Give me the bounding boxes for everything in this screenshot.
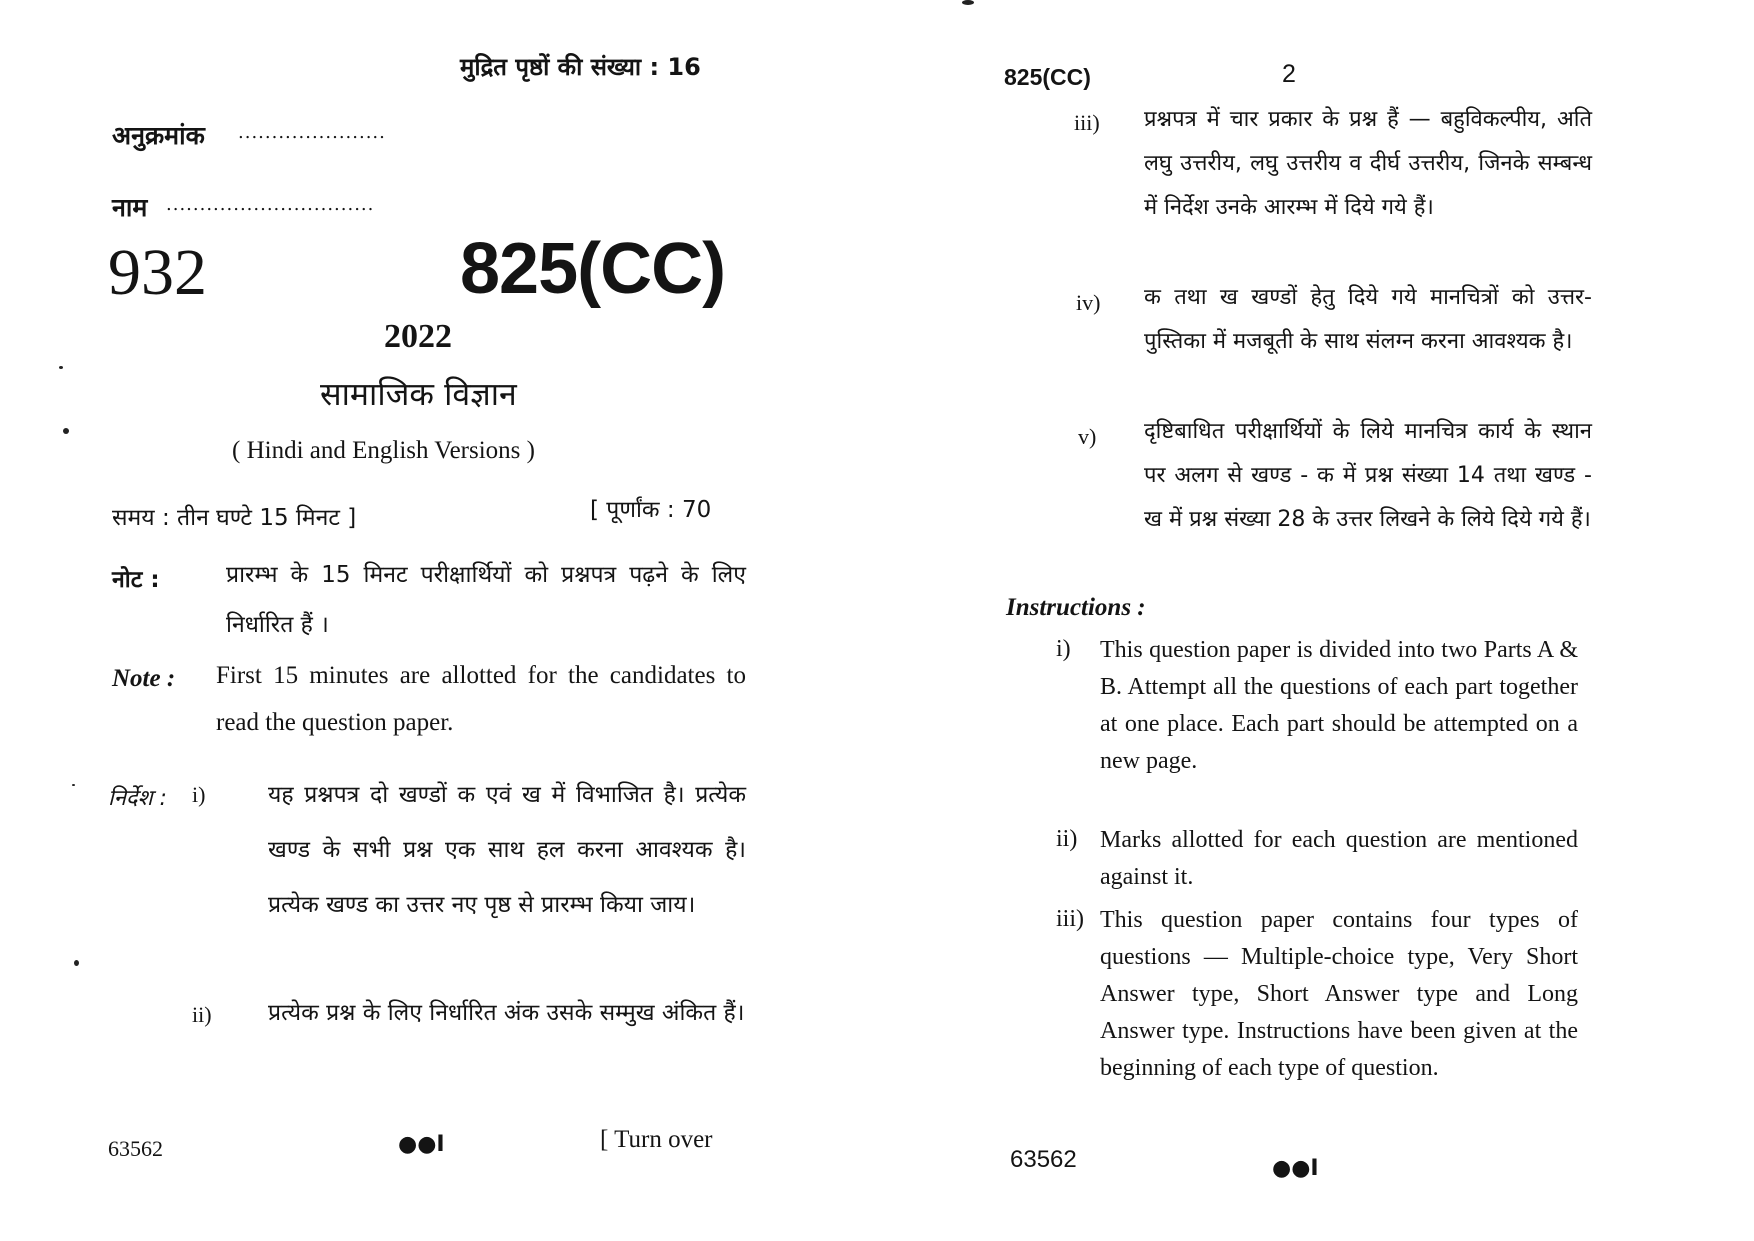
name-field: ...............................: [166, 194, 375, 215]
direction-text: प्रत्येक प्रश्न के लिए निर्धारित अंक उसके सम्मुख अंकित हैं।: [268, 1000, 745, 1026]
direction-text: क तथा ख खण्डों हेतु दिये गये मानचित्रों को उत्तर-पुस्तिका में मजबूती के साथ संलग्न करना आवश्यक है।: [1144, 285, 1592, 354]
instruction-number: ii): [1056, 826, 1078, 852]
scan-speck: [72, 784, 75, 786]
scan-speck: [74, 960, 79, 966]
time-allowed: समय : तीन घण्टे 15 मिनट ]: [112, 505, 357, 531]
direction-text: यह प्रश्नपत्र दो खण्डों क एवं ख में विभाजित है। प्रत्येक खण्ड के सभी प्रश्न एक साथ हल करना आवश्यक है। प्रत्येक खण्ड का उत्तर नए पृष्ठ से प्रारम्भ किया जाय।: [268, 782, 746, 918]
instruction-number: iii): [1056, 906, 1084, 932]
scan-speck: [63, 428, 69, 434]
exam-year: 2022: [384, 318, 452, 355]
note-hindi-label: नोट :: [112, 567, 160, 593]
header-paper-code: 825(CC): [1004, 64, 1091, 90]
footer-mark-icon: ●●I: [398, 1132, 445, 1157]
footer-mark-icon: ●●I: [1272, 1156, 1319, 1181]
direction-text: दृष्टिबाधित परीक्षार्थियों के लिये मानचित्र कार्य के स्थान पर अलग से खण्ड - क में प्रश्न संख्या 14 तथा खण्ड - ख में प्रश्न संख्या 28 के उत्तर लिखने के लिये दिये गये हैं।: [1144, 419, 1592, 532]
direction-number: iii): [1074, 110, 1100, 135]
direction-number: iv): [1076, 290, 1101, 315]
directions-label: निर्देश :: [108, 786, 167, 811]
instruction-text: This question paper contains four types of questions — Multiple-choice type, Very Short Answer type, Short Answer type and Long Answer type. Instructions have been given at the beginning of each type of question.: [1100, 907, 1578, 1081]
footer-code: 63562: [108, 1136, 163, 1161]
instruction-text: Marks allotted for each question are mentioned against it.: [1100, 827, 1578, 890]
direction-number: i): [192, 782, 206, 807]
scan-speck: [962, 0, 974, 5]
subject-title: सामाजिक विज्ञान: [320, 375, 517, 413]
note-english-text: First 15 minutes are allotted for the candidates to read the question paper.: [216, 662, 746, 736]
note-english-label: Note :: [112, 665, 176, 692]
footer-code: 63562: [1010, 1146, 1077, 1173]
max-marks: [ पूर्णांक : 70: [590, 497, 712, 523]
instruction-number: i): [1056, 636, 1071, 662]
name-label: नाम: [112, 193, 148, 222]
direction-number: v): [1078, 424, 1097, 449]
direction-text: प्रश्नपत्र में चार प्रकार के प्रश्न हैं — बहुविकल्पीय, अति लघु उत्तरीय, लघु उत्तरीय व दीर्घ उत्तरीय, जिनके सम्बन्ध में निर्देश उनके आरम्भ में दिये गये हैं।: [1144, 107, 1592, 220]
instruction-text: This question paper is divided into two Parts A & B. Attempt all the questions of each part together at one place. Each part should be attempted on a new page.: [1100, 637, 1578, 774]
direction-number: ii): [192, 1002, 212, 1027]
scan-speck: [59, 366, 63, 369]
note-hindi-text: प्रारम्भ के 15 मिनट परीक्षार्थियों को प्रश्नपत्र पढ़ने के लिए निर्धारित हैं ।: [226, 562, 746, 638]
instructions-heading: Instructions :: [1006, 594, 1146, 621]
page-number: 2: [1282, 60, 1296, 88]
turn-over-note: [ Turn over: [600, 1126, 713, 1153]
roll-number-label: अनुक्रमांक: [112, 121, 205, 150]
paper-code: 825(CC): [460, 229, 726, 309]
booklet-code: 932: [108, 236, 207, 309]
roll-number-field: ......................: [238, 122, 386, 143]
printed-pages-count: मुद्रित पृष्ठों की संख्या : 16: [460, 53, 701, 81]
versions-note: ( Hindi and English Versions ): [232, 437, 535, 464]
